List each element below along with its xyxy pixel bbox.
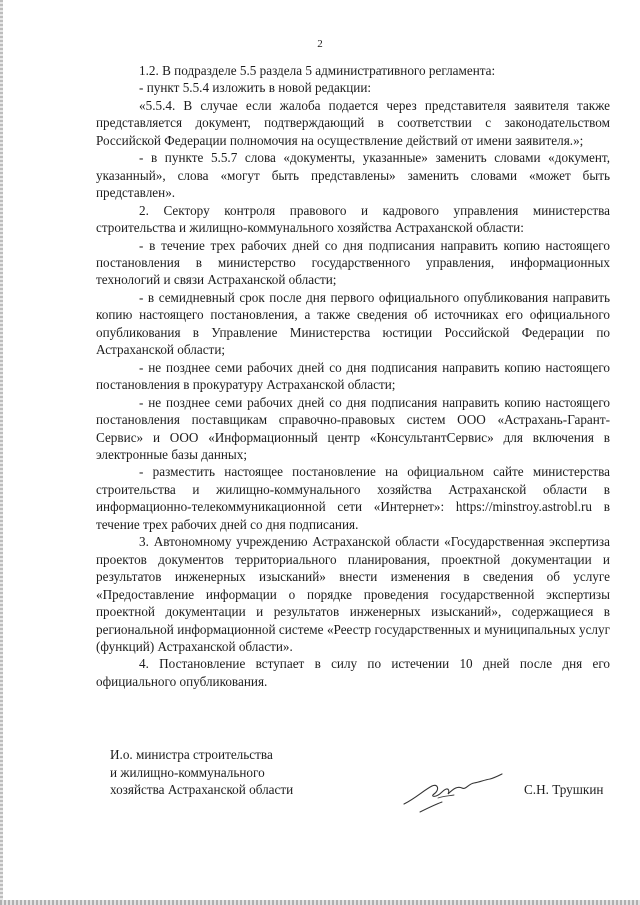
paragraph-4: 4. Постановление вступает в силу по истечении 10 дней после дня его официального опубликования.: [96, 656, 610, 689]
signer-title-line-1: И.о. министра строительства: [110, 747, 273, 762]
document-body: [96, 62, 610, 709]
paragraph-2-item-5: - разместить настоящее постановление на официальном сайте министерства строительства и жилищно-коммунального хозяйства Астраханской области в информационно-телекоммуникационной сети «Интернет»: https://minstroy.astrobl.ru в течение трех рабочих дней со дня подписания.: [96, 464, 610, 532]
signer-name: С.Н. Трушкин: [524, 782, 604, 797]
signer-title-line-2: и жилищно-коммунального: [110, 764, 265, 780]
scan-edge-bottom: [0, 900, 640, 905]
paragraph-1-2: 1.2. В подразделе 5.5 раздела 5 административного регламента:: [139, 63, 496, 78]
paragraph-2-item-3: - не позднее семи рабочих дней со дня подписания направить копию настоящего постановления в прокуратуру Астраханской области;: [96, 359, 610, 393]
signer-title-line-3: хозяйства Астраханской области: [110, 782, 294, 797]
paragraph-2-item-1: - в течение трех рабочих дней со дня подписания направить копию настоящего постановления в министерство государственного управления, информационных технологий и связи Астраханской области;: [96, 237, 610, 288]
paragraph-1-2-item-1: - пункт 5.5.4 изложить в новой редакции:: [139, 80, 372, 96]
paragraph-1-2-item-2: - в пункте 5.5.7 слова «документы, указанные» заменить словами «документ, указанный», слова «могут быть представлены» заменить словами «может быть представлен».: [96, 150, 610, 201]
scan-edge-left: [0, 0, 3, 905]
paragraph-3: 3. Автономному учреждению Астраханской области «Государственная экспертиза проектов документов территориального планирования, проектной документации и результатов инженерных изысканий» внести изменения в сведения об услуге «Предоставление информации о порядке проведения государственной экспертизы проектной документации и результатов инженерных изысканий», содержащиеся в региональной информационной системе «Реестр государственных и муниципальных услуг (функций) Астраханской области».: [96, 534, 610, 654]
page-number: 2: [317, 38, 323, 50]
paragraph-2-item-2: - в семидневный срок после дня первого официального опубликования направить копию настоящего постановления, а также сведения об источниках его официального опубликования в Управление Министерства юстиции Российской Федерации по Астраханской области;: [96, 289, 610, 358]
paragraph-1-2-quote: «5.5.4. В случае если жалоба подается через представителя заявителя также представляется документ, подтверждающий в соответствии с законодательством Российской Федерации полномочия на осуществление действий от имени заявителя.»;: [96, 97, 610, 148]
paragraph-2: 2. Сектору контроля правового и кадрового управления министерства строительства и жилищно-коммунального хозяйства Астраханской области:: [96, 202, 610, 236]
paragraph-2-item-4: - не позднее семи рабочих дней со дня подписания направить копию настоящего постановления поставщикам справочно-правовых систем ООО «Астрахань-Гарант-Сервис» и ООО «Информационный центр «КонсультантСервис» для включения в электронные базы данных;: [96, 394, 610, 462]
handwritten-signature: [398, 768, 508, 818]
signer-title: [110, 746, 293, 799]
